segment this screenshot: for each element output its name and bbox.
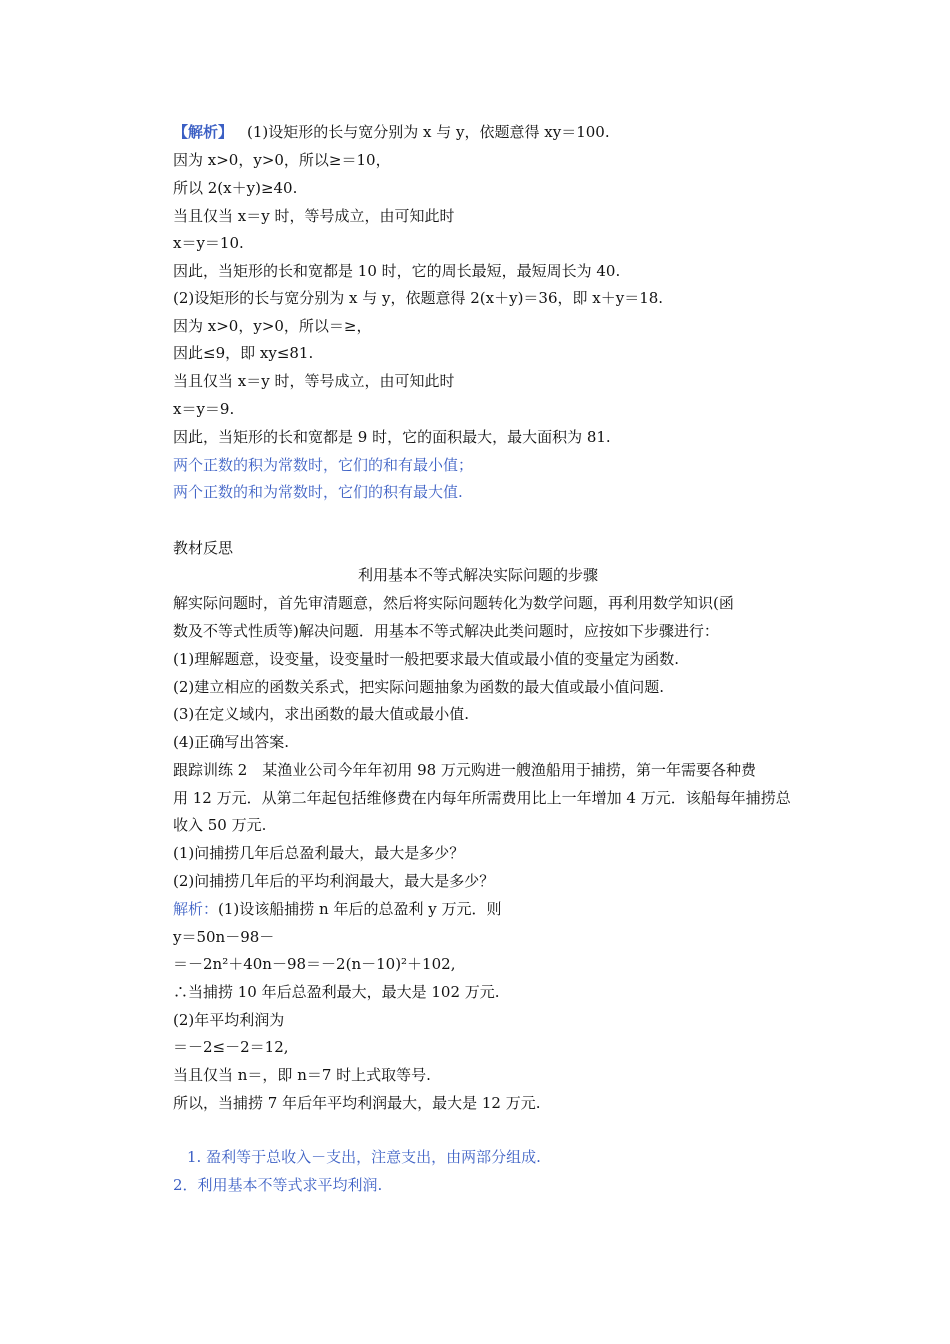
analysis-line: ∴当捕捞 10 年后总盈利最大，最大是 102 万元. xyxy=(173,983,500,1001)
analysis-line: (1)设矩形的长与宽分别为 x 与 y，依题意得 xy＝100. xyxy=(247,123,610,141)
reflection-paragraph-line: 解实际问题时，首先审清题意，然后将实际问题转化为数学问题，再利用数学知识(函 xyxy=(173,594,734,612)
analysis-line: 所以 2(x＋y)≥40. xyxy=(173,179,298,197)
method-note: 2．利用基本不等式求平均利润. xyxy=(173,1176,383,1194)
method-note: 1. 盈利等于总收入－支出，注意支出，由两部分组成. xyxy=(187,1148,541,1166)
reflection-step: (3)在定义域内，求出函数的最大值或最小值. xyxy=(173,705,470,723)
analysis-line: x＝y＝9. xyxy=(173,400,235,418)
reflection-step: (4)正确写出答案. xyxy=(173,733,290,751)
analysis-line: 因此，当矩形的长和宽都是 10 时，它的周长最短，最短周长为 40. xyxy=(173,262,621,280)
reflection-paragraph-line: 数及不等式性质等)解决问题．用基本不等式解决此类问题时，应按如下步骤进行： xyxy=(173,622,719,640)
exercise-question: (2)问捕捞几年后的平均利润最大，最大是多少？ xyxy=(173,872,495,890)
analysis-line: 所以，当捕捞 7 年后年平均利润最大，最大是 12 万元. xyxy=(173,1094,541,1112)
reflection-heading: 教材反思 xyxy=(173,539,234,557)
reflection-title: 利用基本不等式解决实际问题的步骤 xyxy=(358,566,599,584)
exercise-line: 收入 50 万元. xyxy=(173,816,267,834)
analysis-line: 当且仅当 n＝，即 n＝7 时上式取等号. xyxy=(173,1066,431,1084)
reflection-step: (1)理解题意，设变量，设变量时一般把要求最大值或最小值的变量定为函数. xyxy=(173,650,680,668)
analysis-1-first-line xyxy=(173,122,610,142)
summary-note: 两个正数的积为常数时，它们的和有最小值； xyxy=(173,456,474,474)
analysis-2-first-line xyxy=(173,899,501,919)
summary-note: 两个正数的和为常数时，它们的积有最大值. xyxy=(173,483,463,501)
analysis-line: x＝y＝10. xyxy=(173,234,244,252)
analysis-line: (2)年平均利润为 xyxy=(173,1011,285,1029)
analysis-tag: 解析： xyxy=(173,900,219,918)
exercise-line: 跟踪训练 2 某渔业公司今年年初用 98 万元购进一艘渔船用于捕捞，第一年需要各种费 xyxy=(173,761,756,779)
analysis-line: 因为 x>0，y>0，所以≥＝10， xyxy=(173,151,391,169)
analysis-line: y＝50n－98－ xyxy=(173,928,275,946)
analysis-line: ＝－2n²＋40n－98＝－2(n－10)²＋102, xyxy=(173,955,456,973)
analysis-line: (1)设该船捕捞 n 年后的总盈利 y 万元．则 xyxy=(218,900,502,918)
analysis-line: 因此≤9，即 xy≤81. xyxy=(173,344,314,362)
reflection-step: (2)建立相应的函数关系式，把实际问题抽象为函数的最大值或最小值问题. xyxy=(173,678,665,696)
analysis-line: 因此，当矩形的长和宽都是 9 时，它的面积最大，最大面积为 81. xyxy=(173,428,611,446)
analysis-line: (2)设矩形的长与宽分别为 x 与 y，依题意得 2(x＋y)＝36，即 x＋y＝18. xyxy=(173,289,664,307)
analysis-tag: 【解析】 xyxy=(173,123,234,141)
exercise-line: 用 12 万元．从第二年起包括维修费在内每年所需费用比上一年增加 4 万元．该船每年捕捞总 xyxy=(173,789,791,807)
analysis-line: 当且仅当 x＝y 时，等号成立，由可知此时 xyxy=(173,207,455,225)
analysis-line: ＝－2≤－2＝12, xyxy=(173,1038,289,1056)
analysis-line: 因为 x>0，y>0，所以＝≥， xyxy=(173,317,372,335)
exercise-question: (1)问捕捞几年后总盈利最大，最大是多少？ xyxy=(173,844,465,862)
analysis-line: 当且仅当 x＝y 时，等号成立，由可知此时 xyxy=(173,372,455,390)
